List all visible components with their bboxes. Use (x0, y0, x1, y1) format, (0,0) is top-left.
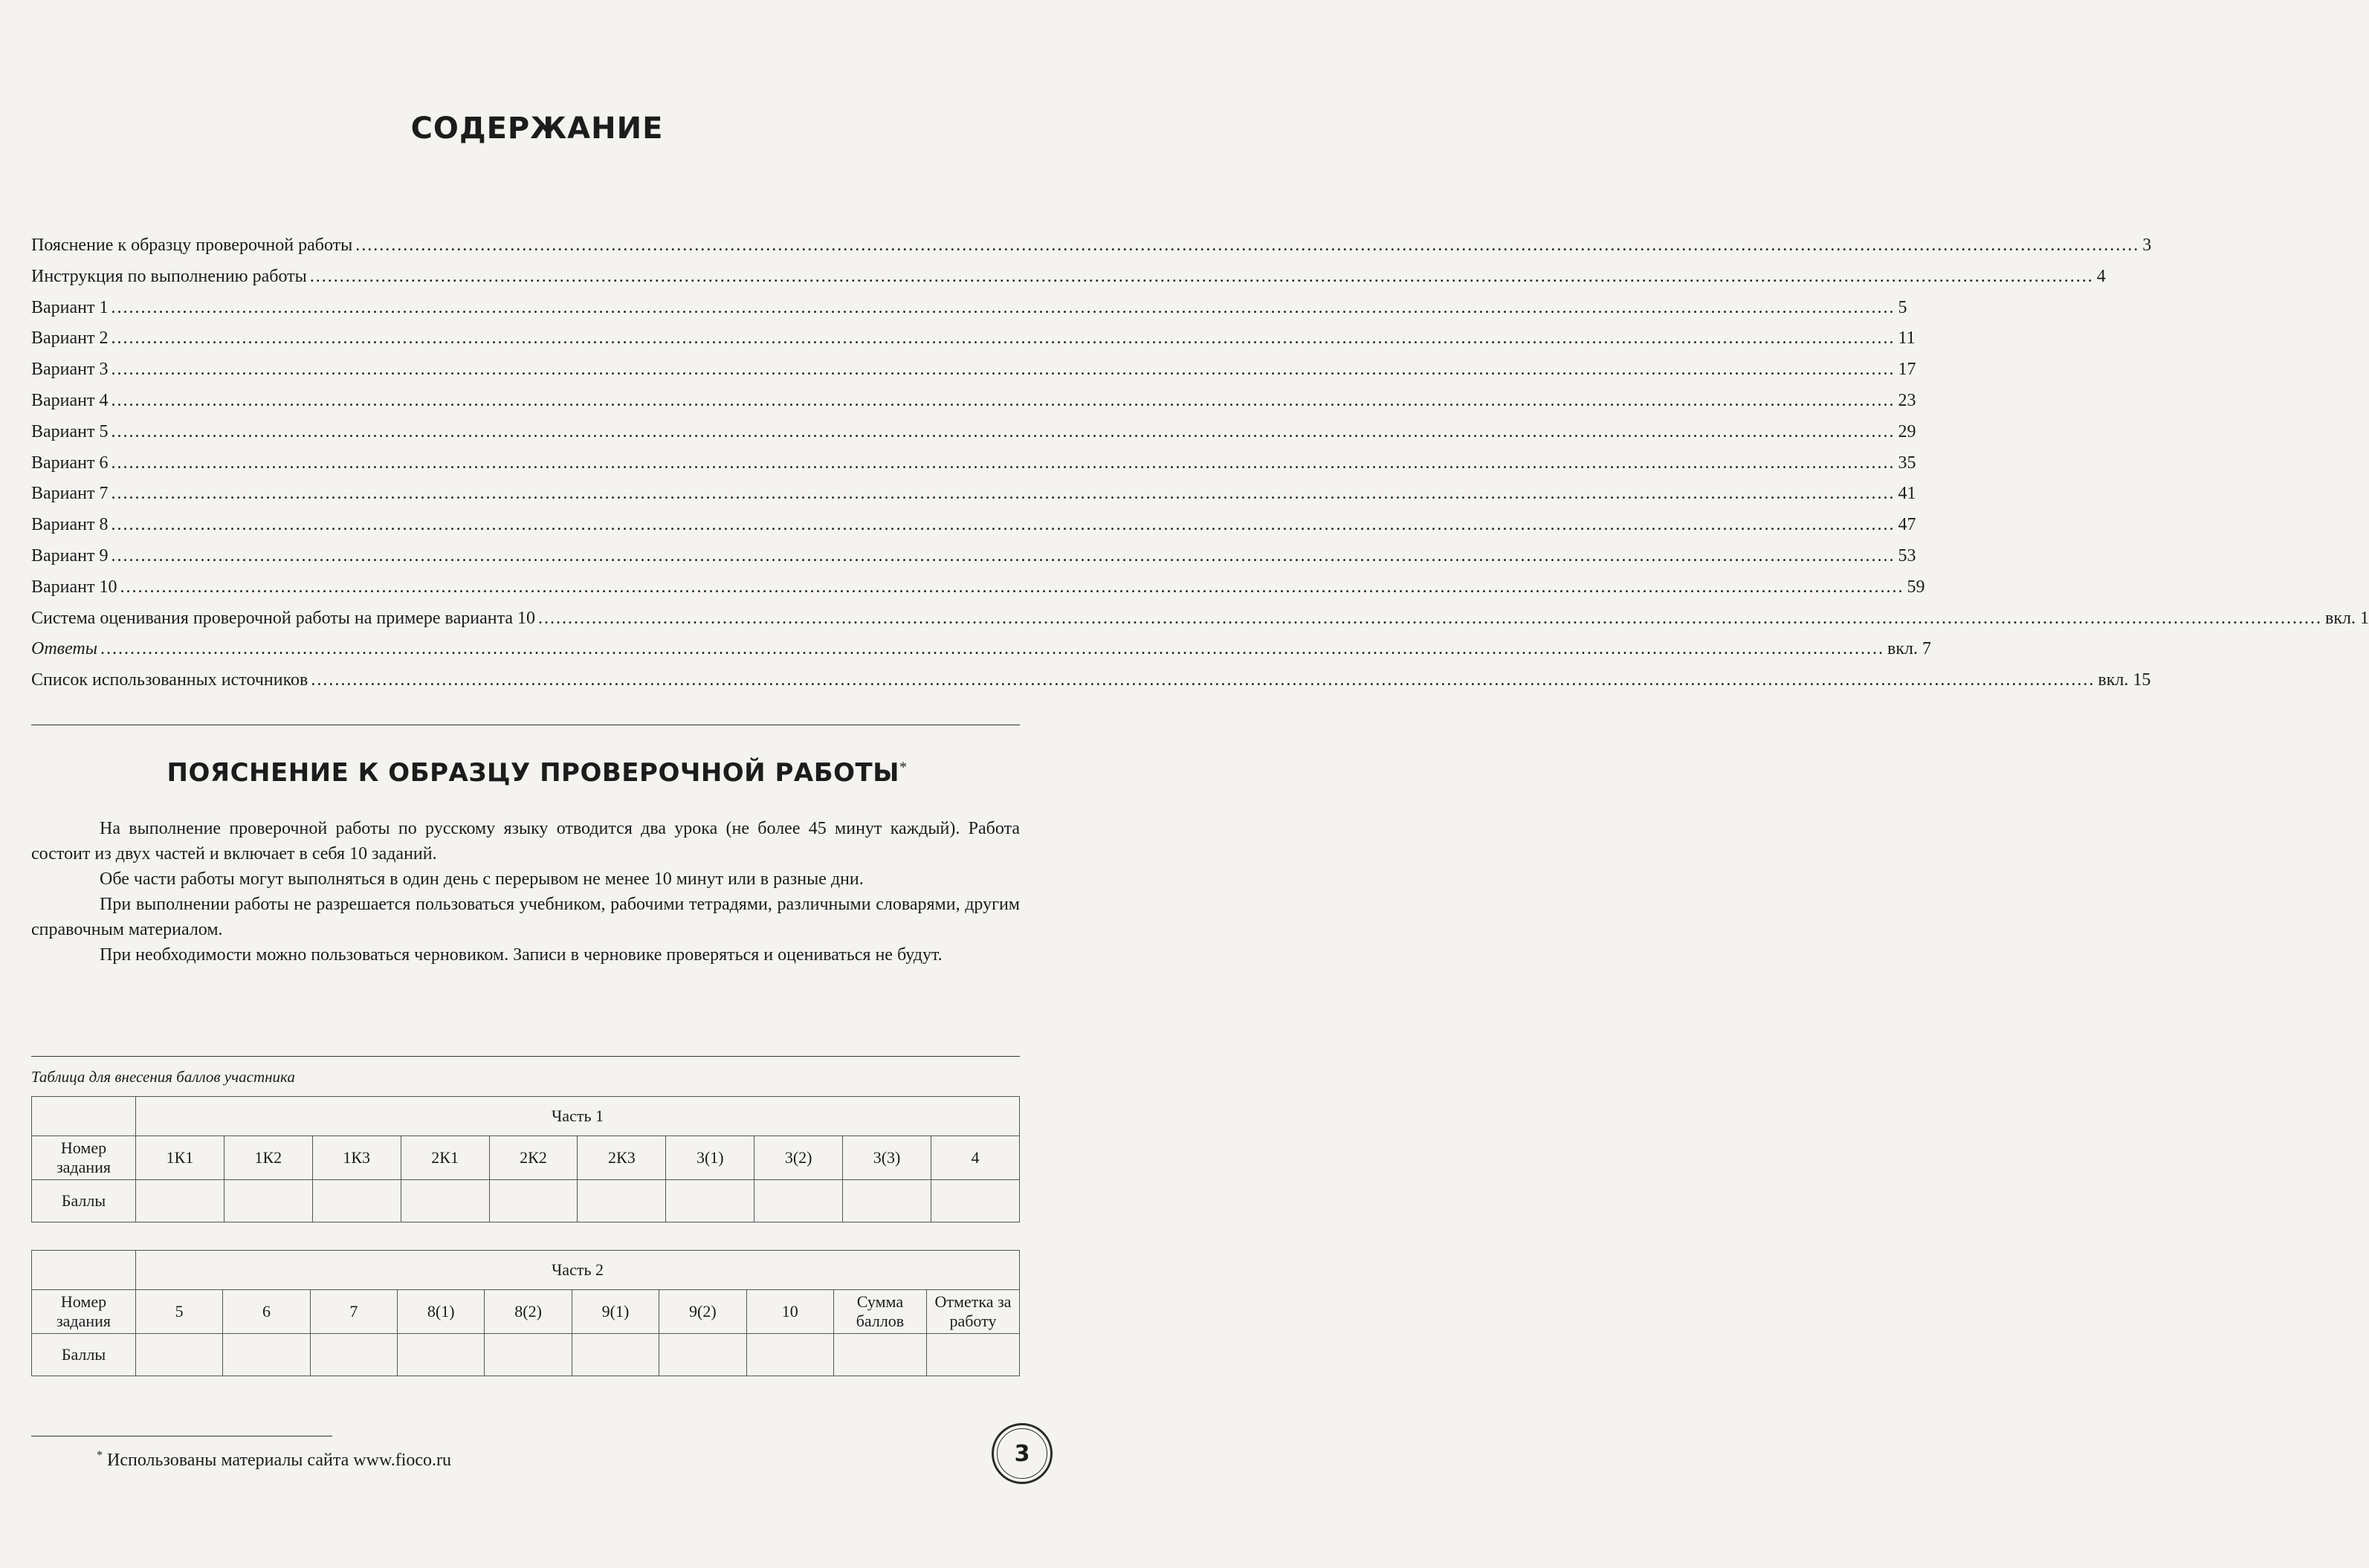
score-table-part1 (31, 1096, 1020, 1222)
points-cell[interactable] (401, 1180, 489, 1222)
toc-leader-dots: ............................................................................................................................................................................................................................................................................................................ (111, 453, 1895, 473)
toc-entry-page: 35 (1898, 453, 1916, 473)
task-number-cell: 4 (931, 1136, 1020, 1180)
toc-entry-label: Инструкция по выполнению работы (31, 266, 307, 286)
toc-entry-label: Система оценивания проверочной работы на примере варианта 10 (31, 608, 535, 628)
task-number-cell: 9(1) (572, 1290, 659, 1334)
toc-entry[interactable] (31, 572, 1925, 603)
footnote-mark: * (899, 759, 908, 776)
toc-entry[interactable] (31, 354, 1916, 386)
table-caption: Таблица для внесения баллов участника (31, 1068, 295, 1086)
toc-entry-label: Пояснение к образцу проверочной работы (31, 236, 353, 255)
task-number-cell: 7 (310, 1290, 397, 1334)
paragraph: При необходимости можно пользоваться черновиком. Записи в черновике проверяться и оцениваться не будут. (100, 945, 943, 965)
points-cell[interactable] (843, 1180, 931, 1222)
toc-entry[interactable] (31, 665, 2151, 696)
row-label: Баллы (32, 1334, 136, 1376)
points-cell[interactable] (754, 1180, 843, 1222)
toc-entry-page: 53 (1898, 545, 1916, 566)
toc-entry[interactable] (31, 262, 2106, 293)
points-cell[interactable] (136, 1334, 223, 1376)
toc-entry-page: вкл. 15 (2098, 670, 2151, 690)
table-of-contents (31, 230, 2369, 696)
toc-entry-page: 4 (2096, 266, 2106, 286)
toc-entry-page: 5 (1898, 297, 1907, 317)
task-number-cell: 3(3) (843, 1136, 931, 1180)
task-number-cell: 6 (223, 1290, 310, 1334)
task-number-cell: 2К3 (578, 1136, 666, 1180)
page-number: 3 (992, 1423, 1053, 1484)
toc-leader-dots: ............................................................................................................................................................................................................................................................................................................ (111, 328, 1895, 349)
footnote-mark: * (97, 1449, 103, 1462)
task-number-cell: 9(2) (659, 1290, 746, 1334)
points-cell[interactable] (659, 1334, 746, 1376)
toc-leader-dots: ............................................................................................................................................................................................................................................................................................................ (355, 236, 2140, 255)
task-number-cell: 10 (746, 1290, 833, 1334)
task-number-cell: 1К2 (224, 1136, 312, 1180)
toc-entry-label: Вариант 2 (31, 328, 109, 349)
empty-cell (32, 1251, 136, 1290)
row-label: Баллы (32, 1180, 136, 1222)
task-number-cell: 8(2) (485, 1290, 572, 1334)
toc-entry[interactable] (31, 323, 1916, 354)
toc-entry-page: вкл. 1 (2325, 608, 2369, 628)
points-cell[interactable] (926, 1334, 1019, 1376)
points-cell[interactable] (310, 1334, 397, 1376)
points-cell[interactable] (485, 1334, 572, 1376)
points-cell[interactable] (833, 1334, 926, 1376)
toc-entry[interactable] (31, 386, 1916, 417)
toc-entry-page: 23 (1898, 390, 1916, 410)
task-number-cell: 2К1 (401, 1136, 489, 1180)
row-label: Номер задания (32, 1136, 136, 1180)
task-number-cell: 1К3 (312, 1136, 401, 1180)
toc-leader-dots: ............................................................................................................................................................................................................................................................................................................ (100, 639, 1885, 659)
toc-entry[interactable] (31, 448, 1916, 479)
toc-entry-label: Ответы (31, 639, 98, 659)
points-cell[interactable] (489, 1180, 578, 1222)
toc-entry-label: Вариант 5 (31, 421, 109, 441)
toc-entry-label: Вариант 4 (31, 390, 109, 410)
paragraph: На выполнение проверочной работы по русскому языку отводится два урока (не более 45 минут каждый). Работа состоит из двух частей и включает в себя 10 заданий. (31, 819, 1020, 864)
toc-entry[interactable] (31, 417, 1916, 448)
toc-leader-dots: ............................................................................................................................................................................................................................................................................................................ (120, 577, 1904, 597)
toc-entry-label: Список использованных источников (31, 670, 308, 690)
footnote-text: Использованы материалы сайта www.fioco.ru (107, 1451, 452, 1470)
points-cell[interactable] (398, 1334, 485, 1376)
paragraph: Обе части работы могут выполняться в один день с перерывом не менее 10 минут или в разные дни. (100, 869, 864, 889)
toc-entry-label: Вариант 6 (31, 453, 109, 473)
task-number-cell: 8(1) (398, 1290, 485, 1334)
toc-entry-label: Вариант 10 (31, 577, 117, 597)
toc-entry[interactable] (31, 510, 1916, 541)
task-number-cell: 3(1) (666, 1136, 754, 1180)
toc-leader-dots: ............................................................................................................................................................................................................................................................................................................ (111, 390, 1895, 410)
toc-leader-dots: ............................................................................................................................................................................................................................................................................................................ (111, 515, 1895, 535)
section-body (31, 816, 1020, 968)
task-number-cell: 5 (136, 1290, 223, 1334)
toc-entry-page: 41 (1898, 484, 1916, 504)
toc-entry-label: Вариант 1 (31, 297, 109, 317)
score-table-part2 (31, 1250, 1020, 1376)
points-cell[interactable] (666, 1180, 754, 1222)
toc-entry[interactable] (31, 479, 1916, 510)
task-number-cell: Сумма баллов (833, 1290, 926, 1334)
toc-leader-dots: ............................................................................................................................................................................................................................................................................................................ (111, 421, 1895, 441)
toc-entry[interactable] (31, 541, 1916, 572)
task-number-cell: 2К2 (489, 1136, 578, 1180)
points-cell[interactable] (224, 1180, 312, 1222)
part-title: Часть 2 (136, 1251, 1020, 1290)
toc-entry[interactable] (31, 230, 2152, 262)
section-title (0, 758, 1074, 788)
toc-entry-page: 17 (1898, 360, 1916, 380)
toc-entry-label: Вариант 9 (31, 545, 109, 566)
points-cell[interactable] (312, 1180, 401, 1222)
divider (31, 1056, 1020, 1057)
toc-leader-dots: ............................................................................................................................................................................................................................................................................................................ (111, 360, 1895, 380)
toc-leader-dots: ............................................................................................................................................................................................................................................................................................................ (309, 266, 2094, 286)
task-number-cell: 3(2) (754, 1136, 843, 1180)
toc-leader-dots: ............................................................................................................................................................................................................................................................................................................ (111, 545, 1895, 566)
points-cell[interactable] (578, 1180, 666, 1222)
toc-leader-dots: ............................................................................................................................................................................................................................................................................................................ (111, 297, 1895, 317)
toc-entry-label: Вариант 8 (31, 515, 109, 535)
points-cell[interactable] (136, 1180, 224, 1222)
toc-leader-dots: ............................................................................................................................................................................................................................................................................................................ (538, 608, 2322, 628)
toc-title: СОДЕРЖАНИЕ (410, 111, 664, 146)
toc-entry-label: Вариант 3 (31, 360, 109, 380)
toc-entry-page: вкл. 7 (1887, 639, 1931, 659)
task-number-cell: Отметка за работу (926, 1290, 1019, 1334)
points-cell[interactable] (572, 1334, 659, 1376)
toc-entry-page: 11 (1898, 328, 1916, 349)
toc-entry[interactable] (31, 603, 2369, 635)
toc-entry-page: 47 (1898, 515, 1916, 535)
footnote (97, 1449, 451, 1471)
task-number-cell: 1К1 (136, 1136, 224, 1180)
points-cell[interactable] (223, 1334, 310, 1376)
points-cell[interactable] (931, 1180, 1020, 1222)
toc-entry-label: Вариант 7 (31, 484, 109, 504)
toc-entry[interactable] (31, 634, 1931, 665)
toc-entry-page: 29 (1898, 421, 1916, 441)
section-title-text: ПОЯСНЕНИЕ К ОБРАЗЦУ ПРОВЕРОЧНОЙ РАБОТЫ (167, 758, 899, 788)
empty-cell (32, 1097, 136, 1136)
part-title: Часть 1 (136, 1097, 1020, 1136)
toc-entry[interactable] (31, 293, 1907, 324)
points-cell[interactable] (746, 1334, 833, 1376)
row-label: Номер задания (32, 1290, 136, 1334)
toc-entry-page: 59 (1907, 577, 1925, 597)
toc-leader-dots: ............................................................................................................................................................................................................................................................................................................ (111, 484, 1895, 504)
paragraph: При выполнении работы не разрешается пользоваться учебником, рабочими тетрадями, различными словарями, другим справочным материалом. (31, 895, 1020, 939)
toc-leader-dots: ............................................................................................................................................................................................................................................................................................................ (311, 670, 2095, 690)
toc-entry-page: 3 (2142, 236, 2152, 255)
